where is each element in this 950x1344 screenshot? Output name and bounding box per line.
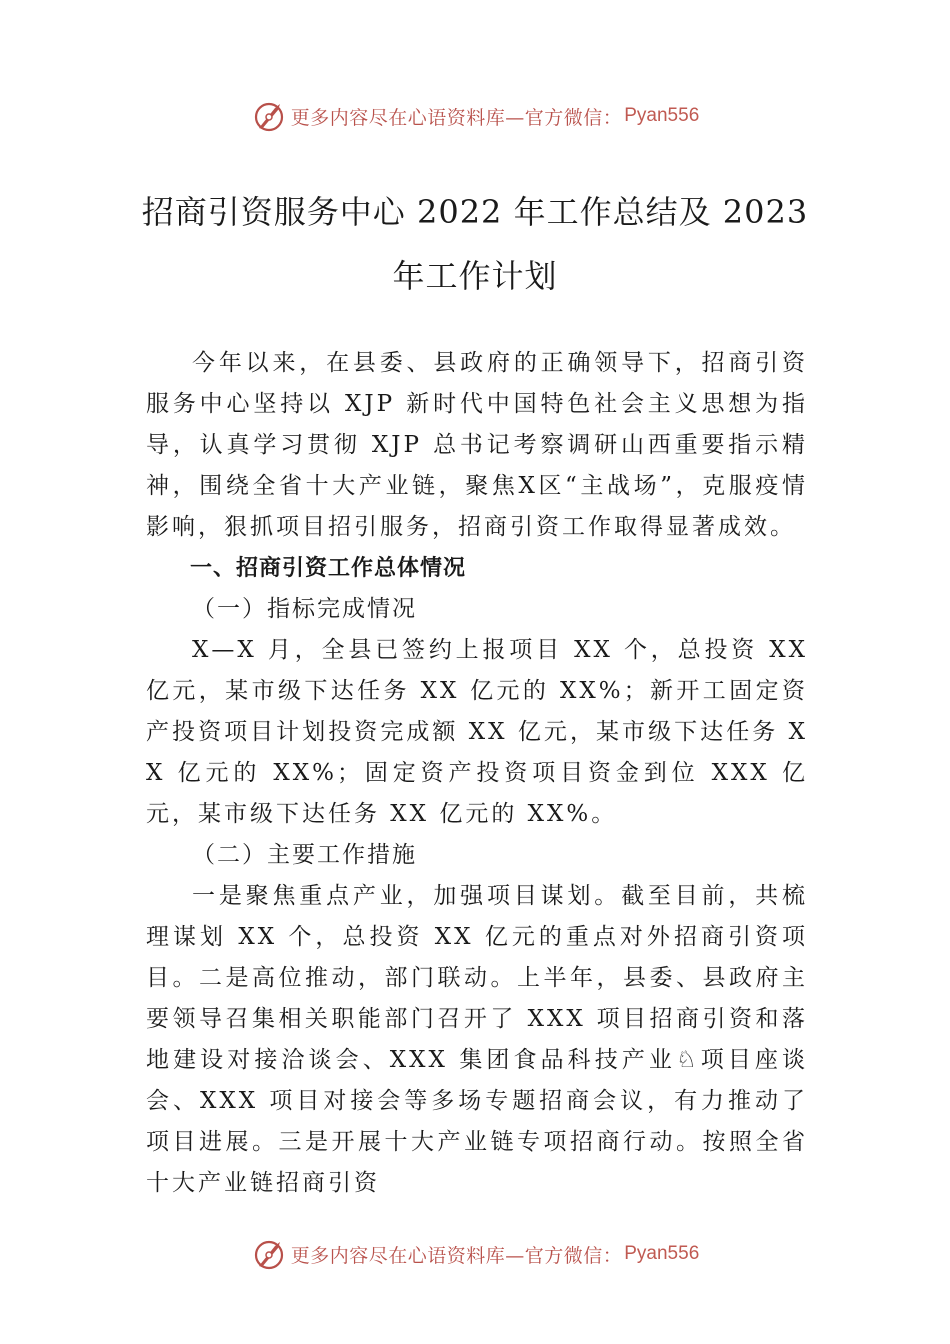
- pen-nib-seal-icon: [251, 1236, 287, 1272]
- paragraph-indicators: X—X 月，全县已签约上报项目 XX 个，总投资 XX 亿元，某市级下达任务 XX 亿元的 XX%；新开工固定资产投资项目计划投资完成额 XX 亿元，某市级下达任务 XX 亿元的 XX%；固定资产投资项目资金到位 XXX 亿元，某市级下达任务 XX 亿元的 XX%。: [146, 637, 808, 827]
- watermark-wechat-id: Pyan556: [624, 1243, 700, 1264]
- title-line-2: 年工作计划: [392, 257, 558, 295]
- watermark-wechat-id: Pyan556: [624, 105, 700, 126]
- subsection-heading-1-1: （一）指标完成情况: [192, 596, 417, 622]
- paragraph-intro: 今年以来，在县委、县政府的正确领导下，招商引资服务中心坚持以 XJP 新时代中国特色社会主义思想为指导，认真学习贯彻 XJP 总书记考察调研山西重要指示精神，围绕全省十大产业链，聚焦X区“主战场”，克服疫情影响，狠抓项目招引服务，招商引资工作取得显著成效。: [146, 350, 808, 540]
- section-heading-1: 一、招商引资工作总体情况: [190, 556, 467, 581]
- document-title: [100, 180, 850, 308]
- watermark-footer: [0, 1232, 950, 1276]
- watermark-text: 更多内容尽在心语资料库—官方微信：: [290, 1244, 623, 1267]
- subsection-heading-1-2: （二）主要工作措施: [192, 842, 417, 868]
- paragraph-measures: 一是聚焦重点产业，加强项目谋划。截至目前，共梳理谋划 XX 个，总投资 XX 亿元的重点对外招商引资项目。二是高位推动，部门联动。上半年，县委、县政府主要领导召集相关职能部门召开了 XXX 项目招商引资和落地建设对接洽谈会、XXX 集团食品科技产业♘项目座谈会、XXX 项目对接会等多场专题招商会议，有力推动了项目进展。三是开展十大产业链专项招商行动。按照全省十大产业链招商引资: [146, 883, 808, 1196]
- document-body: [146, 343, 808, 1204]
- pen-nib-seal-icon: [251, 98, 287, 134]
- title-line-1: 招商引资服务中心 2022 年工作总结及 2023: [141, 193, 809, 231]
- watermark-header: [0, 94, 950, 138]
- watermark-text: 更多内容尽在心语资料库—官方微信：: [290, 106, 623, 129]
